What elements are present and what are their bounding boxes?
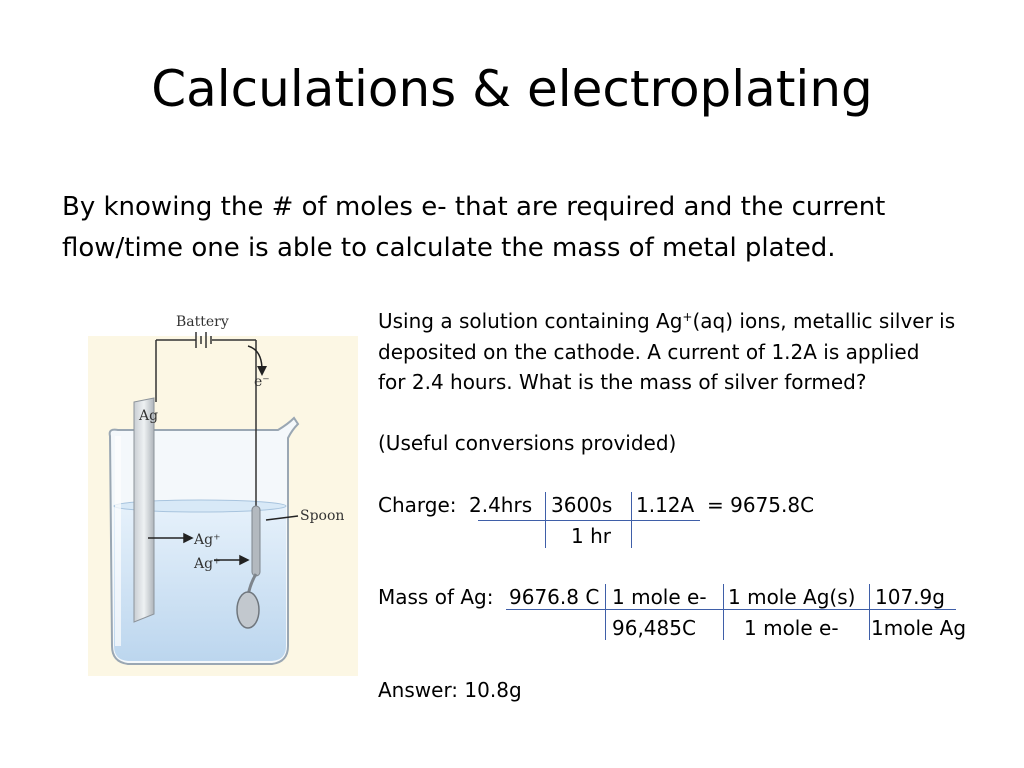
mass-term-2: 1 mole e-: [612, 585, 707, 609]
mass-denominator-3: 1 mole e-: [744, 616, 839, 640]
mass-term-4: 107.9g: [875, 585, 945, 609]
electroplating-illustration: [88, 306, 358, 676]
slide-title: Calculations & electroplating: [151, 60, 873, 118]
charge-divider-1: [545, 492, 546, 548]
mass-divider-1: [605, 584, 606, 640]
mass-denominator-4: 1mole Ag: [871, 616, 967, 640]
worked-problem: [378, 306, 998, 716]
answer-line: Answer: 10.8g: [378, 678, 522, 702]
mass-label: Mass of Ag:: [378, 585, 494, 609]
electron-label: e⁻: [254, 374, 270, 390]
mass-denominator-2: 96,485C: [612, 616, 696, 640]
charge-term-1: 2.4hrs: [469, 493, 533, 517]
useful-conversions-note: (Useful conversions provided): [378, 431, 677, 455]
ion-label-1: Ag⁺: [194, 532, 221, 548]
charge-fraction-line: [478, 520, 700, 521]
problem-line-2: deposited on the cathode. A current of 1.2A is applied: [378, 340, 920, 364]
ion-label-2: Ag⁺: [194, 556, 221, 572]
problem-line-3: for 2.4 hours. What is the mass of silver formed?: [378, 370, 867, 394]
mass-divider-2: [723, 584, 724, 640]
spoon-label: Spoon: [300, 508, 345, 524]
problem-line-1: Using a solution containing Ag+(aq) ions, metallic silver is: [378, 309, 956, 333]
battery-label: Battery: [176, 314, 229, 330]
anode-label: Ag: [139, 408, 159, 424]
mass-fraction-line: [506, 609, 956, 610]
mass-term-3: 1 mole Ag(s): [728, 585, 856, 609]
charge-label: Charge:: [378, 493, 457, 517]
charge-term-3: 1.12A: [636, 493, 695, 517]
silver-anode: [134, 398, 154, 622]
charge-divider-2: [631, 492, 632, 548]
charge-term-2: 3600s: [551, 493, 613, 517]
charge-denominator-2: 1 hr: [571, 524, 611, 548]
mass-divider-3: [869, 584, 870, 640]
mass-term-1: 9676.8 C: [509, 585, 600, 609]
intro-text: By knowing the # of moles e- that are required and the current flow/time one is able to calculate the mass of metal plated.: [62, 192, 886, 263]
charge-result: = 9675.8C: [707, 493, 815, 517]
